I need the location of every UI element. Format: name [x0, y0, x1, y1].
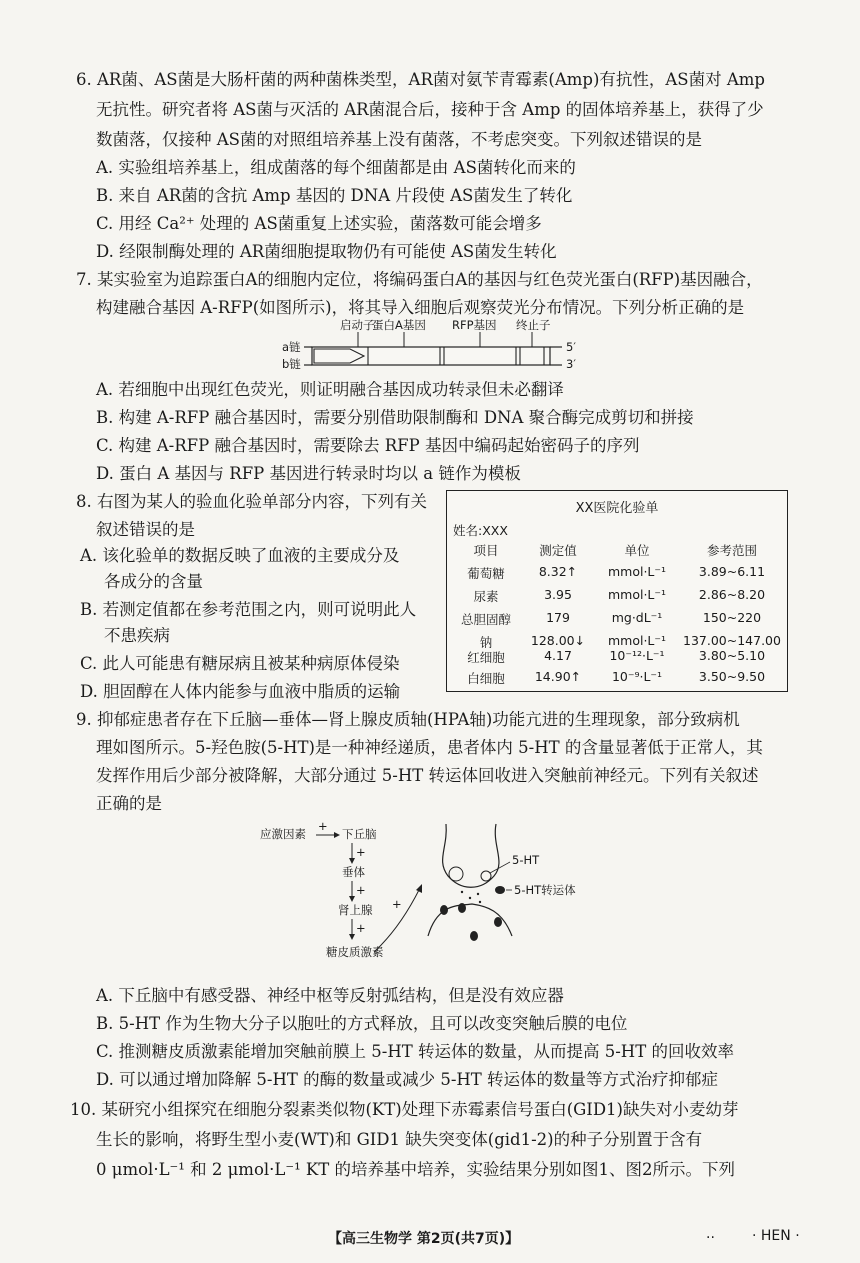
transmitter-dot: [479, 901, 481, 903]
dna-double-strand: [312, 347, 550, 365]
label-5prime: 5′: [566, 340, 576, 354]
cell-range: 3.50~9.50: [698, 669, 766, 684]
label-glucocorticoid: 糖皮质激素: [326, 945, 384, 959]
arrow-3-head: [349, 934, 355, 940]
cell-unit: mg·dL⁻¹: [611, 610, 663, 625]
label-rfp: RFP基因: [452, 318, 497, 332]
q9-option-d: D. 可以通过增加降解 5-HT 的酶的数量或减少 5-HT 转运体的数量等方式治疗抑郁症: [96, 1070, 719, 1089]
q8-stem-line1: 8. 右图为某人的验血化验单部分内容，下列有关: [76, 492, 427, 511]
footer-dots: ..: [706, 1226, 715, 1242]
label-5ht-transporter: 5-HT转运体: [514, 883, 576, 897]
footer-page-info: 【高三生物学 第2页(共7页)】: [328, 1231, 520, 1247]
label-pituitary: 垂体: [342, 865, 365, 879]
transmitter-dot: [461, 891, 463, 893]
vesicle: [449, 867, 463, 881]
cell-item: 尿素: [473, 589, 499, 604]
label-strand-a: a链: [282, 340, 301, 354]
label-gene-a: 蛋白A基因: [372, 318, 426, 332]
q9-option-a: A. 下丘脑中有感受器、神经中枢等反射弧结构，但是没有效应器: [96, 986, 564, 1005]
table-row: [447, 564, 787, 588]
cell-value: 4.17: [544, 648, 572, 663]
receptor-icon: [494, 917, 502, 927]
fusion-gene-diagram: [280, 318, 610, 374]
lab-report-header-row: [447, 541, 787, 565]
label-5ht: 5-HT: [512, 853, 540, 867]
arrow-stress-head: [334, 832, 340, 838]
label-stress: 应激因素: [260, 827, 306, 841]
q8-option-a-line1: A. 该化验单的数据反映了血液的主要成分及: [80, 546, 400, 565]
cell-range: 2.86~8.20: [698, 587, 766, 602]
header-item: 项目: [473, 543, 499, 558]
q7-option-b: B. 构建 A-RFP 融合基因时，需要分别借助限制酶和 DNA 聚合酶完成剪切和拼接: [96, 408, 694, 427]
label-hypothalamus: 下丘脑: [342, 827, 377, 841]
q9-stem-line4: 正确的是: [96, 794, 162, 813]
q10-stem-line2: 生长的影响，将野生型小麦(WT)和 GID1 缺失突变体(gid1-2)的种子分别置于含有: [96, 1130, 703, 1149]
header-value: 测定值: [539, 543, 577, 558]
cell-item: 红细胞: [467, 650, 505, 665]
cell-unit: mmol·L⁻¹: [607, 564, 667, 579]
lab-report-patient-name: 姓名:XXX: [453, 523, 508, 538]
q9-option-c: C. 推测糖皮质激素能增加突触前膜上 5-HT 转运体的数量，从而提高 5-HT 的回收效率: [96, 1042, 734, 1061]
q7-option-c: C. 构建 A-RFP 融合基因时，需要除去 RFP 基因中编码起始密码子的序列: [96, 436, 640, 455]
receptor-icon: [470, 931, 478, 941]
cell-unit: mmol·L⁻¹: [607, 587, 667, 602]
table-row: [447, 587, 787, 611]
q7-stem-line2: 构建融合基因 A-RFP(如图所示)，将其导入细胞后观察荧光分布情况。下列分析正确的是: [96, 298, 745, 317]
q7-stem-line1: 7. 某实验室为追踪蛋白A的细胞内定位，将编码蛋白A的基因与红色荧光蛋白(RFP)基因融合，: [76, 270, 763, 289]
plus-2: +: [356, 883, 366, 897]
receptor-icon: [458, 903, 466, 913]
q8-stem-line2: 叙述错误的是: [96, 520, 195, 539]
q10-stem-line3: 0 μmol·L⁻¹ 和 2 μmol·L⁻¹ KT 的培养基中培养，实验结果分别如图1、图2所示。下列: [96, 1160, 736, 1179]
cell-range: 3.80~5.10: [698, 648, 766, 663]
q6-stem-line2: 无抗性。研究者将 AS菌与灭活的 AR菌混合后，接种于含 Amp 的固体培养基上，获得了少: [96, 100, 764, 119]
gc-to-synapse-head: [416, 884, 422, 893]
table-row: [447, 669, 787, 693]
q8-option-b-line1: B. 若测定值都在参考范围之内，则可说明此人: [80, 600, 417, 619]
5ht-molecule-icon: [481, 871, 491, 881]
cell-value: 128.00↓: [530, 633, 586, 648]
cell-unit: mmol·L⁻¹: [607, 633, 667, 648]
q6-stem-line1: 6. AR菌、AS菌是大肠杆菌的两种菌株类型，AR菌对氨苄青霉素(Amp)有抗性，AS菌对 Amp: [76, 70, 765, 89]
q10-stem-line1: 10. 某研究小组探究在细胞分裂素类似物(KT)处理下赤霉素信号蛋白(GID1)缺失对小麦幼芽: [70, 1100, 739, 1119]
transmitter-dot: [477, 893, 479, 895]
label-adrenal: 肾上腺: [338, 903, 373, 917]
table-row: [447, 610, 787, 634]
q6-option-a: A. 实验组培养基上，组成菌落的每个细菌都是由 AS菌转化而来的: [96, 158, 576, 177]
q7-option-a: A. 若细胞中出现红色荧光，则证明融合基因成功转录但未必翻译: [96, 380, 564, 399]
plus-3: +: [356, 921, 366, 935]
cell-unit: 10⁻¹²·L⁻¹: [609, 648, 665, 663]
cell-range: 150~220: [702, 610, 762, 625]
arrow-1-head: [349, 858, 355, 864]
q7-option-d: D. 蛋白 A 基因与 RFP 基因进行转录时均以 a 链作为模板: [96, 464, 521, 483]
label-strand-b: b链: [282, 357, 301, 371]
plus-4: +: [392, 897, 402, 911]
arrow-2-head: [349, 896, 355, 902]
cell-item: 白细胞: [467, 671, 505, 686]
label-3prime: 3′: [566, 357, 576, 371]
footer-brand: · HEN ·: [752, 1228, 800, 1244]
cell-value: 14.90↑: [534, 669, 582, 684]
q9-option-b: B. 5-HT 作为生物大分子以胞吐的方式释放，且可以改变突触后膜的电位: [96, 1014, 628, 1033]
label-promoter: 启动子: [340, 318, 375, 332]
cell-range: 137.00~147.00: [683, 633, 781, 648]
hpa-axis-diagram: [250, 818, 620, 968]
cell-item: 总胆固醇: [460, 612, 511, 627]
cell-unit: 10⁻⁹·L⁻¹: [611, 669, 663, 684]
q6-option-d: D. 经限制酶处理的 AR菌细胞提取物仍有可能使 AS菌发生转化: [96, 242, 557, 261]
q6-stem-line3: 数菌落，仅接种 AS菌的对照组培养基上没有菌落，不考虑突变。下列叙述错误的是: [96, 130, 702, 149]
header-unit: 单位: [624, 543, 650, 558]
cell-value: 179: [546, 610, 570, 625]
receptor-icon: [440, 905, 448, 915]
cell-range: 3.89~6.11: [698, 564, 766, 579]
q8-option-c: C. 此人可能患有糖尿病且被某种病原体侵染: [80, 654, 400, 673]
cell-item: 钠: [479, 635, 493, 650]
q8-option-b-line2: 不患疾病: [104, 626, 170, 645]
q6-option-c: C. 用经 Ca²⁺ 处理的 AS菌重复上述实验，菌落数可能会增多: [96, 214, 542, 233]
plus-1: +: [356, 845, 366, 859]
transporter-icon: [495, 886, 505, 894]
q9-stem-line3: 发挥作用后少部分被降解，大部分通过 5-HT 转运体回收进入突触前神经元。下列有关叙述: [96, 766, 759, 785]
cell-value: 3.95: [544, 587, 572, 602]
5ht-pointer: [490, 862, 510, 873]
lab-report-title: XX医院化验单: [575, 501, 659, 516]
header-range: 参考范围: [706, 543, 757, 558]
q9-stem-line2: 理如图所示。5-羟色胺(5-HT)是一种神经递质，患者体内 5-HT 的含量显著低于正常人，其: [96, 738, 763, 757]
lab-report-box: [446, 490, 788, 692]
plus-stress: +: [318, 819, 328, 833]
q8-option-a-line2: 各成分的含量: [104, 572, 203, 591]
label-terminator: 终止子: [516, 318, 551, 332]
q9-stem-line1: 9. 抑郁症患者存在下丘脑—垂体—肾上腺皮质轴(HPA轴)功能亢进的生理现象，部分致病机: [76, 710, 740, 729]
cell-value: 8.32↑: [538, 564, 578, 579]
transmitter-dot: [469, 897, 471, 899]
cell-item: 葡萄糖: [467, 566, 505, 581]
q8-option-d: D. 胆固醇在人体内能参与血液中脂质的运输: [80, 682, 401, 701]
q6-option-b: B. 来自 AR菌的含抗 Amp 基因的 DNA 片段使 AS菌发生了转化: [96, 186, 573, 205]
